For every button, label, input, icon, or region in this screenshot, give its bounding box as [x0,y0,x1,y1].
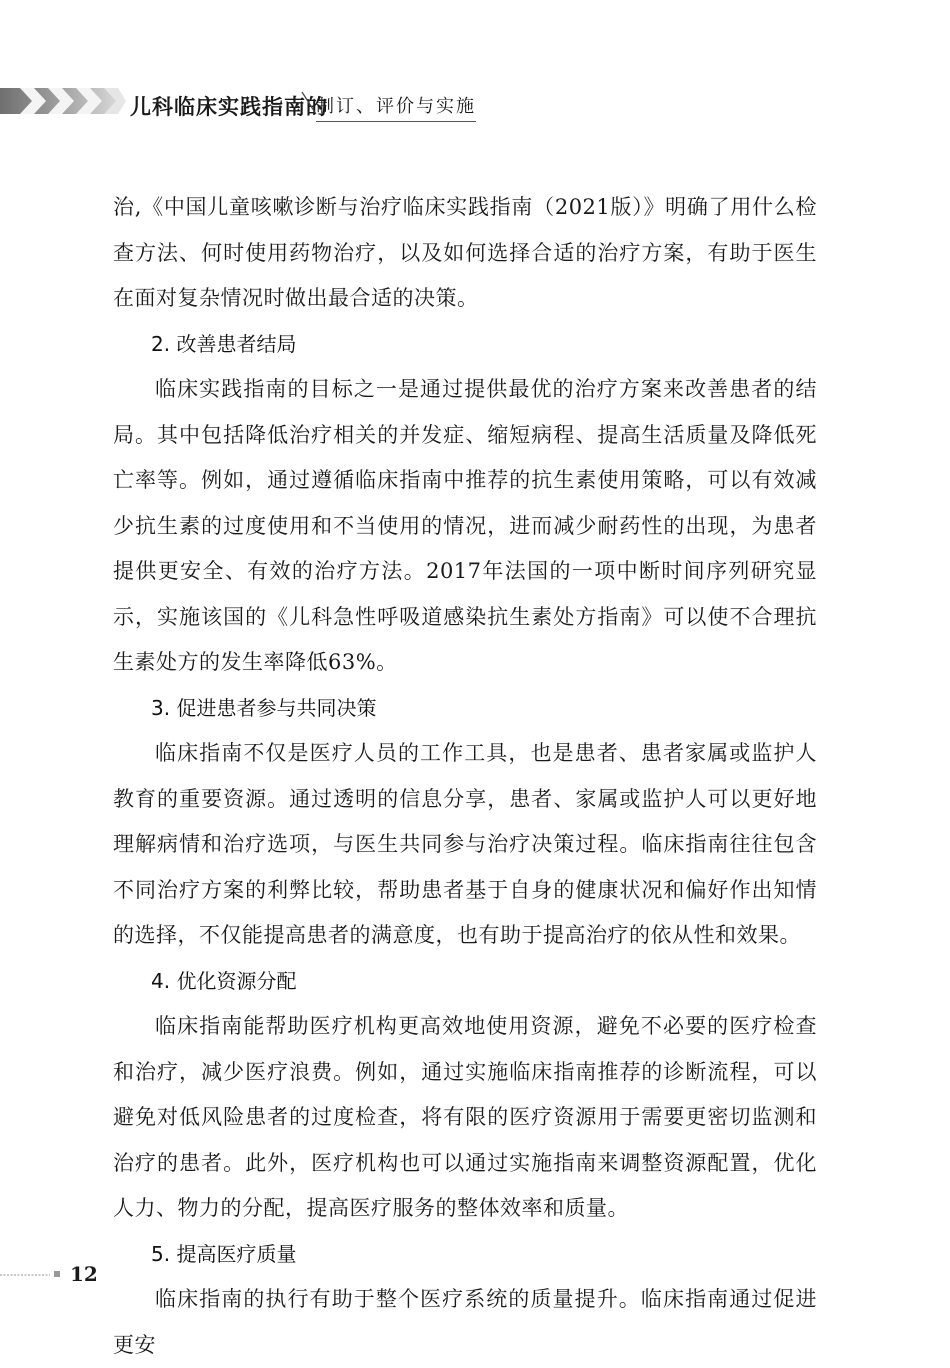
running-header-subtitle: 制订、评价与实施 [316,92,476,122]
footer-dotted-rule [0,1272,50,1278]
paragraph-shared-decision: 临床指南不仅是医疗人员的工作工具，也是患者、患者家属或监护人教育的重要资源。通过透明的信息分享，患者、家属或监护人可以更好地理解病情和治疗选项，与医生共同参与治疗决策过程。临床指南往往包含不同治疗方案的利弊比较，帮助患者基于自身的健康状况和偏好作出知情的选择，不仅能提高患者的满意度，也有助于提高治疗的依从性和效果。 [113,741,817,947]
section-heading-3: 3. 促进患者参与共同决策 [151,695,377,720]
paragraph-patient-outcomes: 临床实践指南的目标之一是通过提供最优的治疗方案来改善患者的结局。其中包括降低治疗相关的并发症、缩短病程、提高生活质量及降低死亡率等。例如，通过遵循临床指南中推荐的抗生素使用策略，可以有效减少抗生素的过度使用和不当使用的情况，进而减少耐药性的出现，为患者提供更安全、有效的治疗方法。2017年法国的一项中断时间序列研究显示，实施该国的《儿科急性呼吸道感染抗生素处方指南》可以使不合理抗生素处方的发生率降低63%。 [113,377,817,674]
paragraph-resource-allocation: 临床指南能帮助医疗机构更高效地使用资源，避免不必要的医疗检查和治疗，减少医疗浪费。例如，通过实施临床指南推荐的诊断流程，可以避免对低风险患者的过度检查，将有限的医疗资源用于需要更密切监测和治疗的患者。此外，医疗机构也可以通过实施指南来调整资源配置，优化人力、物力的分配，提高医疗服务的整体效率和质量。 [113,1014,817,1220]
section-heading-5: 5. 提高医疗质量 [151,1241,297,1266]
page-number: 12 [70,1262,98,1286]
paragraph-continuation: 治,《中国儿童咳嗽诊断与治疗临床实践指南（2021版）》明确了用什么检查方法、何时使用药物治疗，以及如何选择合适的治疗方案，有助于医生在面对复杂情况时做出最合适的决策。 [113,195,817,310]
footer-square-marker [54,1271,60,1277]
running-header-title: 儿科临床实践指南的 [130,95,328,119]
section-heading-4: 4. 优化资源分配 [151,968,297,993]
paragraph-care-quality: 临床指南的执行有助于整个医疗系统的质量提升。临床指南通过促进更安 [113,1287,817,1357]
section-heading-2: 2. 改善患者结局 [151,331,297,356]
page-body [113,185,817,1368]
